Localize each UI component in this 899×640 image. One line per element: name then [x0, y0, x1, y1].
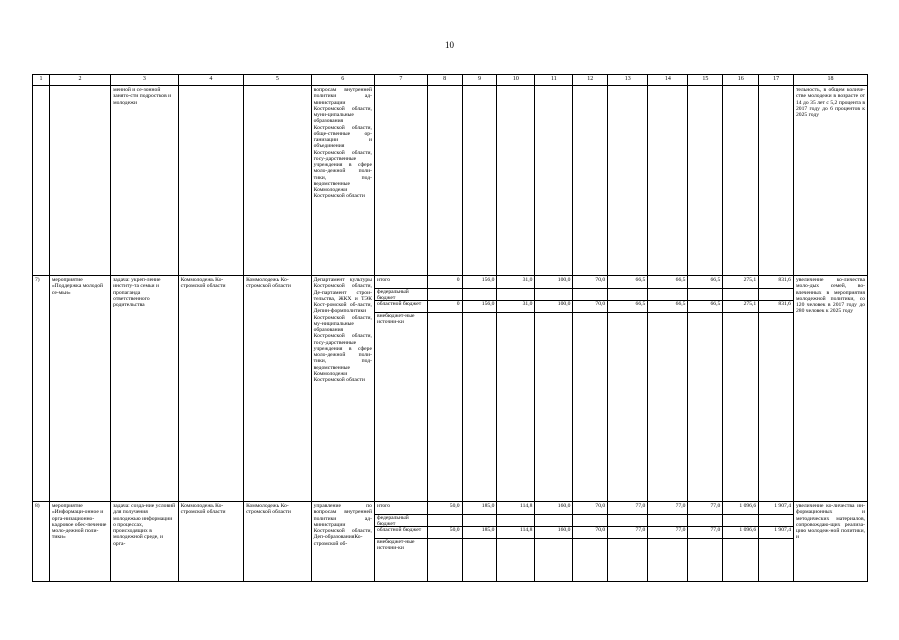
- value: [759, 539, 793, 550]
- value: 77,0: [608, 503, 648, 515]
- cell-no: [33, 86, 50, 276]
- cell-partners: вопросам внутренней политики ад-министрации Костромской области, муни-ципальные образования Костромской области, обще-ственные ор-ганизации и объединения Костромской области, госу-дарственные учреждения в сфере моло-дежной поли-тики, под-ведомственные Коммолодежи Костромской области: [311, 86, 374, 276]
- header-cell: 11: [535, 75, 573, 86]
- cell-value: [497, 502, 535, 582]
- value: [688, 289, 722, 301]
- page-number: 10: [445, 40, 454, 50]
- value: [648, 539, 688, 550]
- header-cell: 18: [793, 75, 867, 86]
- header-cell: 6: [311, 75, 374, 86]
- value: [573, 313, 607, 324]
- value: 66,5: [688, 301, 722, 313]
- cell-source: [374, 86, 427, 276]
- value: 100,0: [535, 301, 573, 313]
- cell-value: [535, 276, 573, 502]
- value: 50,0: [428, 503, 462, 515]
- value: [497, 289, 535, 301]
- value: 70,0: [573, 503, 607, 515]
- value: 66,5: [688, 277, 722, 289]
- cell-value: [723, 86, 759, 276]
- cell-value: [497, 276, 535, 502]
- value: 77,0: [688, 527, 722, 539]
- cell-no: 8): [33, 502, 50, 582]
- cell-result: увеличение ко-личества ин-формационных и методических материалов, сопровождаю-щих реализа-цию молодеж-ной политики, и: [793, 502, 867, 582]
- cell-value: [427, 86, 462, 276]
- value: [428, 289, 462, 301]
- cell-partners: Департамент культуры Костромской области, Де-партамент строи-тельства, ЖКХ и ТЭК Кост-ромской об-ласти, Депин-формполитики Костромской области, му-ниципальные образования Костромской области, госу-дарственные учреждения в сфере моло-дежной поли-тики, под-ведомственные Коммолодежи Костромской области: [311, 276, 374, 502]
- cell-value: [462, 502, 497, 582]
- cell-value: [723, 276, 759, 502]
- cell-value: [688, 502, 723, 582]
- cell-value: [648, 502, 688, 582]
- cell-name: [49, 86, 110, 276]
- value: [497, 515, 535, 527]
- header-cell: 9: [462, 75, 497, 86]
- value: [535, 289, 573, 301]
- header-cell: 10: [497, 75, 535, 86]
- header-cell: 17: [759, 75, 794, 86]
- header-cell: 15: [688, 75, 723, 86]
- value: [648, 515, 688, 527]
- value: [535, 539, 573, 550]
- value: 1 907,4: [759, 503, 793, 515]
- value: 275,1: [723, 301, 758, 313]
- value: 0: [428, 301, 462, 313]
- value: [723, 515, 758, 527]
- value: [759, 289, 793, 301]
- value: [463, 289, 497, 301]
- header-row: [33, 75, 868, 86]
- program-table: [32, 74, 868, 582]
- cell-value: [759, 276, 794, 502]
- value: [535, 313, 573, 324]
- source-label: итого: [375, 277, 427, 289]
- cell-result: увеличение ко-личества моло-дых семей, во-влеченных в мероприятия молодежной политики, со 120 человек в 2017 году до 280 человек к 2025 году: [793, 276, 867, 502]
- table-row: [33, 276, 868, 502]
- continuation-row: [33, 86, 868, 276]
- header-cell: 8: [427, 75, 462, 86]
- value: [648, 289, 688, 301]
- cell-value: [608, 502, 648, 582]
- header-cell: 12: [573, 75, 608, 86]
- value: 156,0: [463, 301, 497, 313]
- value: [723, 539, 758, 550]
- value: [463, 539, 497, 550]
- cell-value: [462, 86, 497, 276]
- cell-source: [374, 276, 427, 502]
- source-label: областной бюджет: [375, 301, 427, 313]
- header-cell: 5: [244, 75, 312, 86]
- source-label: внебюджет-ные источни-ки: [376, 539, 415, 552]
- value: 50,0: [428, 527, 462, 539]
- header-cell: 7: [374, 75, 427, 86]
- source-label: федеральный бюджет: [375, 515, 427, 527]
- value: [608, 515, 648, 527]
- source-label: областной бюджет: [375, 527, 427, 539]
- value: [759, 313, 793, 324]
- value: 31,0: [497, 277, 535, 289]
- cell-task: менной и се-зонной занято-сти подростков и молодежи: [111, 86, 179, 276]
- value: 185,0: [463, 527, 497, 539]
- value: 31,0: [497, 301, 535, 313]
- cell-value: [759, 86, 794, 276]
- cell-value: [759, 502, 794, 582]
- cell-value: [688, 276, 723, 502]
- value: [573, 539, 607, 550]
- cell-name: мероприятие «Информаци-онное и орга-низационно-кадровое обес-печение моло-дежной поли-тики»: [49, 502, 110, 582]
- source-label: федеральный бюджет: [375, 289, 427, 301]
- value: [688, 313, 722, 324]
- value: 66,5: [608, 277, 648, 289]
- cell-responsible: Коммолодежь Ко-стромской области: [178, 276, 243, 502]
- cell-value: [535, 502, 573, 582]
- cell-coexecutor: [244, 86, 312, 276]
- value: [723, 313, 758, 324]
- cell-task: задача: укреп-ление институ-та семьи и пропаганда ответственного родительства: [111, 276, 179, 502]
- value: 77,0: [688, 503, 722, 515]
- value: [428, 539, 462, 550]
- value: 70,0: [573, 301, 607, 313]
- cell-responsible: [178, 86, 243, 276]
- cell-coexecutor: Коммолодежь Ко-стромской области: [244, 276, 312, 502]
- value: 1 096,6: [723, 503, 758, 515]
- header-cell: 14: [648, 75, 688, 86]
- value: 185,0: [463, 503, 497, 515]
- value: [428, 313, 462, 324]
- cell-result: тельность, в общем количе-стве молодежи в возрасте от 14 до 35 лет с 5,2 процента в 2017 году до 6 процентов к 2025 году: [793, 86, 867, 276]
- value: 114,8: [497, 527, 535, 539]
- value: [573, 515, 607, 527]
- value: [688, 515, 722, 527]
- header-cell: 16: [723, 75, 759, 86]
- value: 831,6: [759, 301, 793, 313]
- value: 77,0: [648, 503, 688, 515]
- value: [535, 515, 573, 527]
- value: [759, 515, 793, 527]
- cell-value: [688, 86, 723, 276]
- value: [497, 539, 535, 550]
- value: [497, 313, 535, 324]
- cell-responsible: Коммолодежь Ко-стромской области: [178, 502, 243, 582]
- value: [688, 539, 722, 550]
- value: 100,0: [535, 277, 573, 289]
- cell-value: [573, 86, 608, 276]
- value: [608, 289, 648, 301]
- value: 66,5: [648, 301, 688, 313]
- table-row: [33, 502, 868, 582]
- cell-value: [648, 276, 688, 502]
- cell-partners: управление по вопросам внутренней политики ад-министрации Костромской области, Деп-образованияКо-стромской об-: [311, 502, 374, 582]
- header-cell: 4: [178, 75, 243, 86]
- cell-value: [427, 502, 462, 582]
- cell-value: [608, 276, 648, 502]
- cell-task: задача: созда-ние условий для получения молодежью информации о процессах, происходящих в молодежной среде, и орга-: [111, 502, 179, 582]
- header-cell: 2: [49, 75, 110, 86]
- value: [573, 289, 607, 301]
- value: 70,0: [573, 277, 607, 289]
- value: [648, 313, 688, 324]
- value: 66,5: [648, 277, 688, 289]
- cell-value: [497, 86, 535, 276]
- value: 70,0: [573, 527, 607, 539]
- value: [463, 515, 497, 527]
- value: [428, 515, 462, 527]
- value: 77,0: [608, 527, 648, 539]
- cell-value: [462, 276, 497, 502]
- value: 1 096,6: [723, 527, 758, 539]
- header-cell: 1: [33, 75, 50, 86]
- value: [608, 539, 648, 550]
- source-label: итого: [375, 503, 427, 515]
- cell-value: [535, 86, 573, 276]
- header-cell: 13: [608, 75, 648, 86]
- value: 1 907,4: [759, 527, 793, 539]
- cell-coexecutor: Коммолодежь Ко-стромской области: [244, 502, 312, 582]
- value: 160,0: [535, 503, 573, 515]
- source-label: внебюджет-ные источни-ки: [376, 313, 415, 326]
- cell-value: [608, 86, 648, 276]
- cell-value: [648, 86, 688, 276]
- value: 831,6: [759, 277, 793, 289]
- value: 66,5: [608, 301, 648, 313]
- value: 77,0: [648, 527, 688, 539]
- value: [723, 289, 758, 301]
- header-cell: 3: [111, 75, 179, 86]
- value: 160,0: [535, 527, 573, 539]
- value: 156,0: [463, 277, 497, 289]
- cell-value: [427, 276, 462, 502]
- value: 275,1: [723, 277, 758, 289]
- cell-no: 7): [33, 276, 50, 502]
- cell-source: [374, 502, 427, 582]
- cell-value: [573, 502, 608, 582]
- value: [463, 313, 497, 324]
- value: [608, 313, 648, 324]
- cell-value: [723, 502, 759, 582]
- value: 0: [428, 277, 462, 289]
- cell-name: мероприятие «Поддержка молодой се-мьи»: [49, 276, 110, 502]
- value: 114,8: [497, 503, 535, 515]
- cell-value: [573, 276, 608, 502]
